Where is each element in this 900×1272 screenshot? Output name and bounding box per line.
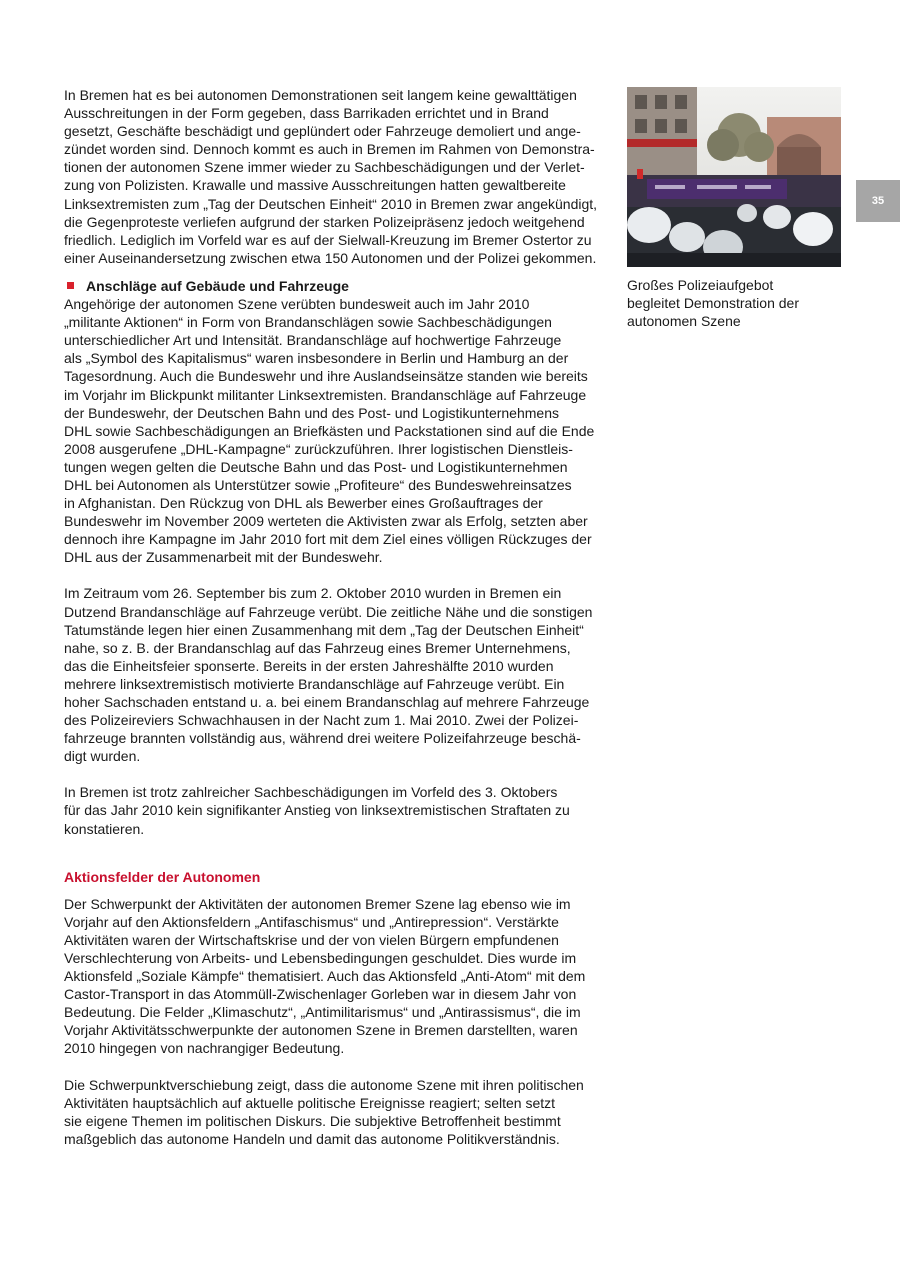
main-column [64, 86, 614, 1148]
text-line: für das Jahr 2010 kein signifikanter Anstieg von linksextremistischen Straftaten zu [64, 802, 570, 819]
text-line: fahrzeuge brannten vollständig aus, während drei weitere Polizeifahrzeuge beschä- [64, 730, 581, 747]
text-line: Vorjahr auf den Aktionsfeldern „Antifaschismus“ und „Antirepression“. Verstärkte [64, 913, 559, 930]
text-line: Im Zeitraum vom 26. September bis zum 2. Oktober 2010 wurden in Bremen ein [64, 585, 562, 602]
text-line: Bundeswehr im November 2009 werteten die Aktivisten zwar als Erfolg, setzten aber [64, 513, 588, 530]
text-line: dennoch ihre Kampagne im Jahr 2010 fort mit dem Ziel eines völligen Rückzuges der [64, 531, 592, 548]
page-number: 35 [856, 180, 900, 222]
text-line: maßgeblich das autonome Handeln und damit das autonome Politikverständnis. [64, 1130, 560, 1147]
caption-line: autonomen Szene [627, 313, 741, 329]
text-line: Tagesordnung. Auch die Bundeswehr und ihre Auslandseinsätze standen wie bereits [64, 368, 588, 385]
text-line: des Polizeireviers Schwachhausen in der Nacht zum 1. Mai 2010. Zwei der Polizei- [64, 712, 579, 729]
text-line: Aktivitäten waren der Wirtschaftskrise und der von vielen Bürgern empfundenen [64, 931, 559, 948]
caption-line: begleitet Demonstration der [627, 295, 799, 311]
text-line: als „Symbol des Kapitalismus“ waren insbesondere in Berlin und Hamburg an der [64, 350, 569, 367]
text-line: einer Auseinandersetzung zwischen etwa 150 Autonomen und der Polizei gekommen. [64, 249, 597, 266]
photo-caption [627, 276, 847, 330]
text-line: sie eigene Themen im politischen Diskurs. Die subjektive Betroffenheit bestimmt [64, 1112, 561, 1129]
section-heading: Aktionsfelder der Autonomen [64, 868, 261, 885]
text-line: Castor-Transport in das Atommüll-Zwischenlager Gorleben war in diesem Jahr von [64, 986, 577, 1003]
text-line: friedlich. Lediglich im Vorfeld war es auf der Sielwall-Kreuzung im Bremer Ostertor zu [64, 231, 592, 248]
text-line: Linksextremisten zum „Tag der Deutschen Einheit“ 2010 in Bremen zwar angekündigt, [64, 195, 598, 212]
arson-paragraph [64, 584, 614, 765]
text-line: Bedeutung. Die Felder „Klimaschutz“, „Antimilitarismus“ und „Antirassismus“, die im [64, 1004, 581, 1021]
text-line: Vorjahr Aktivitätsschwerpunkte der autonomen Szene in Bremen darstellten, waren [64, 1022, 578, 1039]
text-line: DHL aus der Zusammenarbeit mit der Bundeswehr. [64, 549, 383, 566]
demonstration-photo [627, 87, 841, 267]
text-line: Aktionsfeld „Soziale Kämpfe“ thematisiert. Auch das Aktionsfeld „Anti-Atom“ mit dem [64, 968, 586, 985]
text-line: hoher Sachschaden entstand u. a. bei einem Brandanschlag auf mehrere Fahrzeuge [64, 694, 590, 710]
bullet-heading [64, 277, 614, 295]
text-line: tungen wegen gelten die Deutsche Bahn und das Post- und Logistikunternehmen [64, 458, 568, 475]
text-line: Aktivitäten hauptsächlich auf aktuelle politische Ereignisse reagiert; selten setzt [64, 1094, 556, 1111]
text-line: Angehörige der autonomen Szene verübten bundesweit auch im Jahr 2010 [64, 296, 530, 313]
text-line: unterschiedlicher Art und Intensität. Brandanschläge auf hochwertige Fahrzeuge [64, 332, 562, 349]
text-line: digt wurden. [64, 748, 141, 765]
conclusion-paragraph [64, 783, 614, 837]
text-line: tionen der autonomen Szene immer wieder zu Sachbeschädigungen und der Verlet- [64, 159, 585, 176]
text-line: mehrere linksextremistisch motivierte Brandanschläge auf Fahrzeuge verübt. Ein [64, 675, 565, 692]
caption-line: Großes Polizeiaufgebot [627, 277, 774, 293]
text-line: 2008 ausgerufene „DHL-Kampagne“ zurückzuführen. Ihrer logistischen Dienstleis- [64, 440, 573, 457]
attacks-paragraph [64, 295, 614, 566]
text-line: Ausschreitungen in der Form gegeben, dass Barrikaden errichtet und in Brand [64, 105, 549, 122]
red-square-bullet-icon [67, 282, 74, 289]
demonstration-photo-icon [627, 87, 841, 267]
shift-paragraph [64, 1076, 614, 1148]
text-line: In Bremen ist trotz zahlreicher Sachbeschädigungen im Vorfeld des 3. Oktobers [64, 784, 558, 801]
bullet-heading-text: Anschläge auf Gebäude und Fahrzeuge [86, 277, 349, 294]
text-line: DHL sowie Sachbeschädigungen an Briefkästen und Packstationen sind auf die Ende [64, 422, 595, 439]
text-line: „militante Aktionen“ in Form von Brandanschlägen sowie Sachbeschädigungen [64, 314, 552, 331]
text-line: 2010 hingegen von nachrangiger Bedeutung. [64, 1040, 345, 1057]
text-line: die Gegenproteste verliefen aufgrund der starken Polizeipräsenz jedoch weitgehend [64, 213, 585, 230]
text-line: Verschlechterung von Arbeits- und Lebensbedingungen geschuldet. Dies wurde im [64, 949, 577, 966]
text-line: im Vorjahr im Blickpunkt militanter Linksextremisten. Brandanschläge auf Fahrzeuge [64, 386, 587, 403]
text-line: das die Einheitsfeier sponserte. Bereits in der ersten Jahreshälfte 2010 wurden [64, 657, 554, 674]
activity-fields-paragraph [64, 895, 614, 1058]
text-line: DHL bei Autonomen als Unterstützer sowie „Profiteure“ des Bundeswehreinsatzes [64, 476, 572, 493]
text-line: Dutzend Brandanschläge auf Fahrzeuge verübt. Die zeitliche Nähe und die sonstigen [64, 603, 593, 620]
text-line: der Bundeswehr, der Deutschen Bahn und des Post- und Logistikunternehmens [64, 404, 559, 421]
text-line: Die Schwerpunktverschiebung zeigt, dass die autonome Szene mit ihren politischen [64, 1076, 584, 1093]
text-line: In Bremen hat es bei autonomen Demonstrationen seit langem keine gewalttätigen [64, 87, 577, 103]
text-line: konstatieren. [64, 820, 145, 837]
text-line: Der Schwerpunkt der Aktivitäten der autonomen Bremer Szene lag ebenso wie im [64, 895, 571, 912]
text-line: nahe, so z. B. der Brandanschlag auf das Fahrzeug eines Bremer Unternehmens, [64, 639, 571, 656]
text-line: Tatumstände legen hier einen Zusammenhang mit dem „Tag der Deutschen Einheit“ [64, 621, 584, 638]
text-line: in Afghanistan. Den Rückzug von DHL als Bewerber eines Großauftrages der [64, 495, 543, 512]
text-line: zündet worden sind. Dennoch kommt es auch in Bremen im Rahmen von Demonstra- [64, 141, 595, 158]
text-line: zung von Polizisten. Krawalle und massive Ausschreitungen hatten gewaltbereite [64, 177, 566, 194]
intro-paragraph [64, 86, 614, 267]
text-line: gesetzt, Geschäfte beschädigt und geplündert oder Fahrzeuge demoliert und ange- [64, 123, 581, 140]
